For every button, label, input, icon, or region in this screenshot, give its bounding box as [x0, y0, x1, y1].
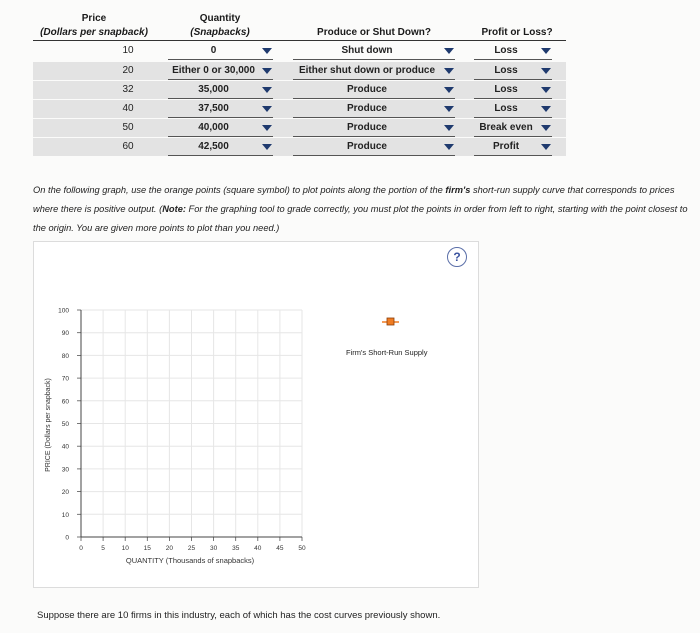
y-axis-title: PRICE (Dollars per snapback) — [45, 378, 52, 472]
y-tick-label: 40 — [61, 443, 69, 451]
price-cell: 40 — [122, 103, 134, 114]
profit-value: Loss — [494, 103, 518, 114]
quantity-value: 35,000 — [198, 84, 229, 95]
y-tick-label: 20 — [61, 489, 69, 497]
footer-text: Suppose there are 10 firms in this industry, each of which has the cost curves previously shown. — [37, 610, 441, 621]
legend-label: Firm's Short-Run Supply — [346, 348, 428, 357]
quantity-value: 40,000 — [198, 122, 229, 133]
x-tick-label: 45 — [276, 545, 284, 552]
y-tick-label: 80 — [61, 352, 69, 360]
profit-value: Loss — [494, 84, 518, 95]
decision-value: Shut down — [341, 45, 393, 56]
x-tick-label: 25 — [187, 545, 196, 552]
decision-value: Produce — [346, 141, 387, 152]
y-tick-label: 0 — [65, 534, 69, 542]
decision-value: Produce — [346, 122, 387, 133]
y-tick-label: 10 — [61, 511, 69, 519]
header-quantity-line2: (Snapbacks) — [190, 27, 250, 38]
y-tick-label: 70 — [61, 375, 69, 383]
x-tick-label: 50 — [298, 545, 306, 552]
price-cell: 60 — [122, 141, 134, 152]
decision-value: Produce — [346, 103, 387, 114]
header-produce: Produce or Shut Down? — [317, 27, 431, 38]
header-quantity-line1: Quantity — [199, 13, 241, 24]
profit-value: Break even — [479, 122, 533, 133]
x-tick-label: 30 — [209, 545, 218, 552]
profit-value: Profit — [492, 141, 520, 152]
x-tick-label: 10 — [121, 545, 129, 552]
header-price-line2: (Dollars per snapback) — [40, 27, 148, 38]
help-icon[interactable]: ? — [447, 247, 467, 267]
quantity-value: 0 — [210, 45, 217, 56]
x-tick-label: 5 — [101, 545, 105, 552]
decision-value: Either shut down or produce — [298, 65, 436, 76]
instructions-part3: For the graphing tool to grade correctly, you must plot the points in order from left to right, starting with the point closest to the origin. You are given more points to plot than you need.) — [33, 204, 688, 233]
header-profit: Profit or Loss? — [481, 27, 553, 38]
x-tick-label: 20 — [165, 545, 174, 552]
legend-square-icon — [387, 318, 394, 325]
quantity-value: Either 0 or 30,000 — [172, 65, 255, 76]
y-tick-label: 100 — [58, 307, 69, 315]
x-tick-label: 40 — [254, 545, 262, 552]
y-tick-label: 50 — [61, 421, 69, 428]
price-cell: 32 — [122, 84, 134, 95]
y-tick-label: 90 — [61, 330, 69, 338]
profit-value: Loss — [494, 65, 518, 76]
x-axis — [79, 537, 306, 552]
price-cell: 50 — [122, 122, 134, 133]
x-tick-label: 0 — [79, 545, 83, 552]
instructions-firm: firm's — [445, 185, 471, 195]
decision-value: Produce — [346, 84, 387, 95]
quantity-value: 42,500 — [198, 141, 229, 152]
y-tick-label: 60 — [61, 398, 69, 406]
y-axis — [58, 308, 81, 542]
y-tick-label: 30 — [61, 466, 69, 474]
instructions-part2: short-run supply curve that corresponds to prices where there is positive output. ( — [33, 185, 675, 214]
x-tick-label: 15 — [143, 545, 151, 552]
x-axis-title: QUANTITY (Thousands of snapbacks) — [125, 556, 255, 565]
x-tick-label: 35 — [232, 545, 240, 552]
grid — [81, 310, 302, 537]
profit-value: Loss — [494, 45, 518, 56]
header-price-line1: Price — [81, 13, 107, 24]
legend-supply-point-icon[interactable] — [382, 318, 399, 325]
quantity-value: 37,500 — [198, 103, 229, 114]
price-cell: 10 — [122, 45, 134, 56]
instructions-note: Note: — [162, 204, 186, 214]
instructions-part1: On the following graph, use the orange points (square symbol) to plot points along the portion of the — [33, 185, 446, 195]
price-cell: 20 — [122, 65, 134, 76]
